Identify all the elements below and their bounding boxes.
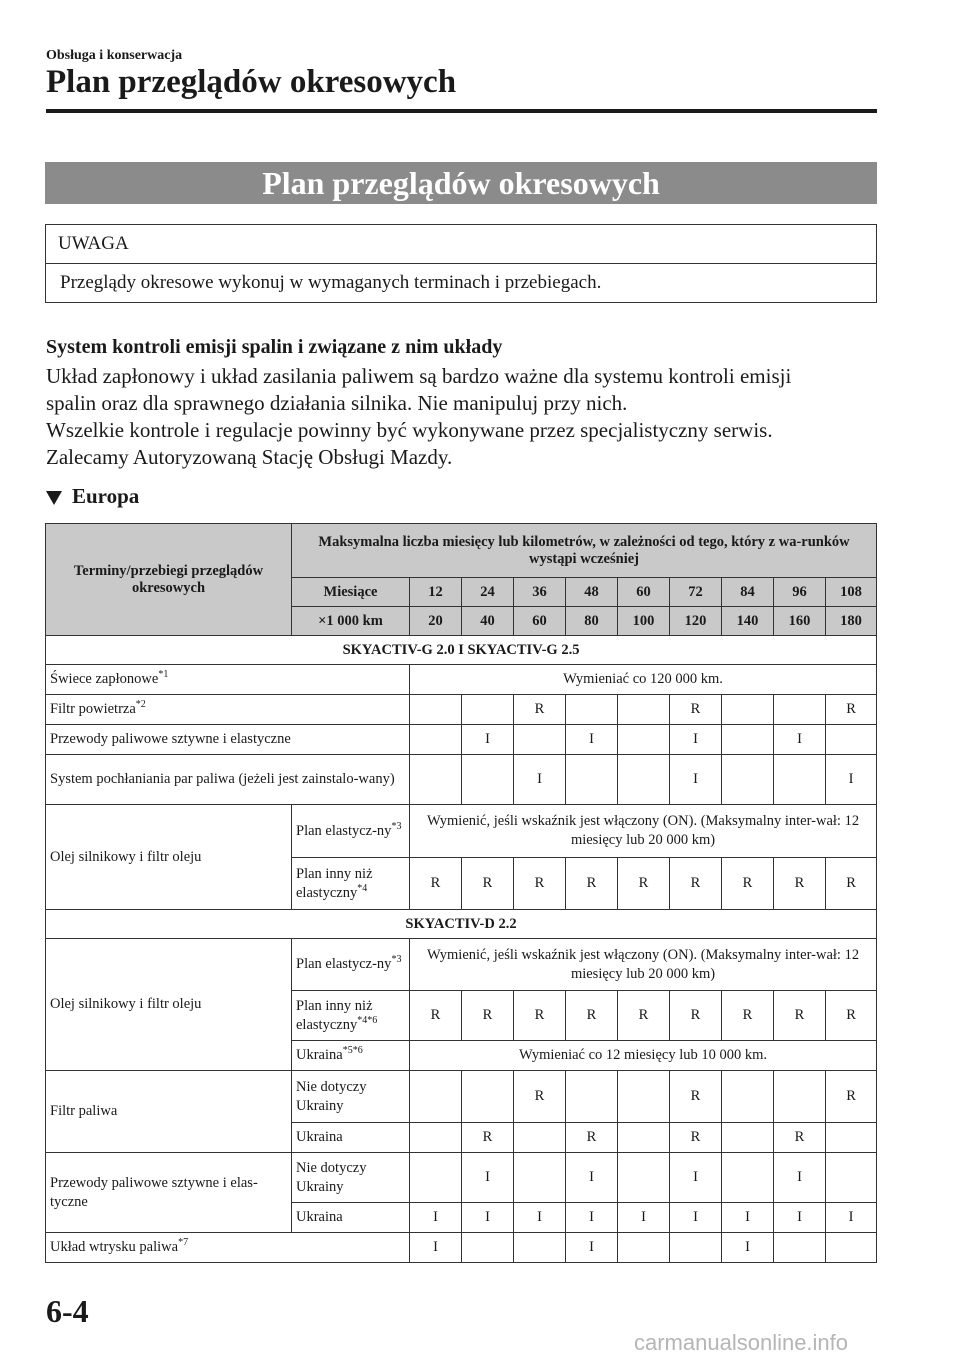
cell	[722, 755, 774, 805]
sub-label: Plan elastycz-$ny^{*3}$	[292, 939, 410, 991]
cell	[774, 1071, 826, 1123]
cell	[722, 1071, 774, 1123]
row-label: Układ wtrysku paliwa$^{*7}$	[46, 1233, 410, 1263]
month-cell: 12	[410, 578, 462, 607]
km-cell: 160	[774, 607, 826, 636]
cell	[462, 695, 514, 725]
cell	[410, 1123, 462, 1153]
row-label: Olej silnikowy i filtr oleju	[46, 939, 292, 1071]
cell: R	[462, 1123, 514, 1153]
note-box	[45, 224, 877, 303]
maintenance-schedule-table	[45, 523, 877, 1263]
month-cell: 36	[514, 578, 566, 607]
cell: R	[722, 858, 774, 910]
month-cell: 60	[618, 578, 670, 607]
month-cell: 24	[462, 578, 514, 607]
cell: I	[722, 1233, 774, 1263]
cell	[618, 755, 670, 805]
emission-line: Zalecamy Autoryzowaną Stację Obsługi Mazdy.	[46, 445, 453, 469]
cell: R	[514, 858, 566, 910]
table-row	[46, 755, 877, 805]
cell	[462, 755, 514, 805]
cell: R	[670, 1071, 722, 1123]
table-row	[46, 665, 877, 695]
cell: R	[618, 858, 670, 910]
cell	[826, 1153, 877, 1203]
table-row	[46, 695, 877, 725]
cell	[410, 1153, 462, 1203]
cell	[618, 1233, 670, 1263]
cell: R	[566, 991, 618, 1041]
cell: R	[670, 991, 722, 1041]
sub-label: Ukraina	[292, 1123, 410, 1153]
sub-label: Nie dotyczy Ukrainy	[292, 1153, 410, 1203]
km-cell: 100	[618, 607, 670, 636]
row-label: Świece zapłonowe$^{*1}$	[46, 665, 410, 695]
row-span-text: Wymieniać co 12 miesięcy lub 10 000 km.	[410, 1041, 877, 1071]
row-span-text: Wymienić, jeśli wskaźnik jest włączony (ON). (Maksymalny inter-wał: 12 miesięcy lub 20 000 km)	[410, 805, 877, 858]
cell	[618, 1071, 670, 1123]
row-label: Olej silnikowy i filtr oleju	[46, 805, 292, 910]
emission-paragraph	[46, 363, 876, 471]
group-label: SKYACTIV-D 2.2	[46, 910, 877, 939]
row-label: Przewody paliwowe sztywne i elastyczne	[46, 725, 410, 755]
row-label: Filtr paliwa	[46, 1071, 292, 1153]
row-span-text: Wymieniać co 120 000 km.	[410, 665, 877, 695]
cell: R	[566, 1123, 618, 1153]
group-row	[46, 636, 877, 665]
corner-header: Terminy/przebiegi przeglądów okresowych	[46, 524, 292, 636]
cell: I	[670, 755, 722, 805]
cell: R	[774, 1123, 826, 1153]
cell	[774, 695, 826, 725]
cell: R	[774, 858, 826, 910]
km-cell: 120	[670, 607, 722, 636]
cell	[826, 1123, 877, 1153]
emission-line: Układ zapłonowy i układ zasilania paliwem są bardzo ważne dla systemu kontroli emisji	[46, 364, 792, 388]
km-cell: 60	[514, 607, 566, 636]
cell: I	[462, 1153, 514, 1203]
cell	[566, 1071, 618, 1123]
cell: R	[566, 858, 618, 910]
emission-line: spalin oraz dla sprawnego działania silnika. Nie manipuluj przy nich.	[46, 391, 628, 415]
cell: I	[774, 725, 826, 755]
cell: R	[826, 1071, 877, 1123]
cell: I	[826, 1203, 877, 1233]
table-row	[46, 725, 877, 755]
cell: R	[826, 695, 877, 725]
region-label: Europa	[72, 484, 140, 508]
sub-label: Ukraina	[292, 1203, 410, 1233]
group-label: SKYACTIV-G 2.0 I SKYACTIV-G 2.5	[46, 636, 877, 665]
months-label: Miesiące	[292, 578, 410, 607]
cell	[462, 1233, 514, 1263]
cell	[722, 1123, 774, 1153]
cell	[618, 1123, 670, 1153]
cell	[722, 1153, 774, 1203]
km-cell: 20	[410, 607, 462, 636]
cell: R	[514, 991, 566, 1041]
watermark: carmanualsonline.info	[634, 1330, 849, 1355]
cell: R	[826, 991, 877, 1041]
cell: R	[462, 858, 514, 910]
note-text: Przeglądy okresowe wykonuj w wymaganych terminach i przebiegach.	[60, 272, 602, 293]
cell: I	[722, 1203, 774, 1233]
row-span-text: Wymienić, jeśli wskaźnik jest włączony (ON). (Maksymalny inter-wał: 12 miesięcy lub 20 000 km)	[410, 939, 877, 991]
cell: I	[566, 1203, 618, 1233]
km-cell: 180	[826, 607, 877, 636]
month-cell: 48	[566, 578, 618, 607]
section-label: Obsługa i konserwacja	[46, 48, 183, 63]
cell: I	[826, 755, 877, 805]
cell	[462, 1071, 514, 1123]
cell	[410, 695, 462, 725]
cell	[670, 1233, 722, 1263]
emission-line: Wszelkie kontrole i regulacje powinny być wykonywane przez specjalistyczny serwis.	[46, 418, 773, 442]
km-label: ×1 000 km	[292, 607, 410, 636]
row-label: Przewody paliwowe sztywne i elas-tyczne	[46, 1153, 292, 1233]
cell: R	[826, 858, 877, 910]
km-cell: 140	[722, 607, 774, 636]
cell: I	[462, 725, 514, 755]
cell: I	[462, 1203, 514, 1233]
cell: I	[670, 1153, 722, 1203]
cell: R	[410, 858, 462, 910]
page-number: 6-4	[46, 1293, 89, 1329]
cell: R	[514, 695, 566, 725]
region-heading	[46, 484, 139, 509]
group-row	[46, 910, 877, 939]
emission-heading: System kontroli emisji spalin i związane z nim układy	[46, 336, 503, 358]
table-row	[46, 805, 877, 858]
cell: R	[670, 695, 722, 725]
cell	[618, 725, 670, 755]
cell	[722, 695, 774, 725]
month-cell: 84	[722, 578, 774, 607]
cell	[514, 725, 566, 755]
cell: I	[566, 1233, 618, 1263]
cell	[566, 695, 618, 725]
cell: R	[670, 1123, 722, 1153]
month-cell: 108	[826, 578, 877, 607]
km-cell: 40	[462, 607, 514, 636]
cell	[410, 725, 462, 755]
cell: I	[514, 755, 566, 805]
cell: R	[618, 991, 670, 1041]
cell: R	[462, 991, 514, 1041]
cell: I	[514, 1203, 566, 1233]
cell	[826, 725, 877, 755]
row-label: Filtr powietrza$^{*2}$	[46, 695, 410, 725]
cell: R	[774, 991, 826, 1041]
sub-label: Nie dotyczy Ukrainy	[292, 1071, 410, 1123]
table-row	[46, 1071, 877, 1123]
sub-label: Plan inny niż elastyczny$^{*4}$	[292, 858, 410, 910]
cell: R	[722, 991, 774, 1041]
sub-label: Ukraina$^{*5*6}$	[292, 1041, 410, 1071]
month-cell: 96	[774, 578, 826, 607]
max-header: Maksymalna liczba miesięcy lub kilometrów, w zależności od tego, który z wa-runków wystąpi wcześniej	[292, 524, 877, 578]
cell	[774, 755, 826, 805]
table-row	[46, 1153, 877, 1203]
table-row	[46, 939, 877, 991]
cell	[566, 755, 618, 805]
sub-label: Plan inny niż elastyczny$^{*4*6}$	[292, 991, 410, 1041]
cell	[826, 1233, 877, 1263]
cell	[774, 1233, 826, 1263]
cell: R	[670, 858, 722, 910]
cell: R	[410, 991, 462, 1041]
cell: I	[774, 1203, 826, 1233]
section-banner: Plan przeglądów okresowych	[45, 162, 877, 204]
cell: I	[410, 1203, 462, 1233]
cell	[514, 1123, 566, 1153]
km-cell: 80	[566, 607, 618, 636]
triangle-down-icon	[46, 491, 62, 505]
cell	[514, 1233, 566, 1263]
cell: R	[514, 1071, 566, 1123]
row-label: System pochłaniania par paliwa (jeżeli jest zainstalo-wany)	[46, 755, 410, 805]
month-cell: 72	[670, 578, 722, 607]
cell	[410, 1071, 462, 1123]
cell: I	[566, 1153, 618, 1203]
sub-label: Plan elastycz-$ny^{*3}$	[292, 805, 410, 858]
cell	[514, 1153, 566, 1203]
cell: I	[566, 725, 618, 755]
cell: I	[618, 1203, 670, 1233]
cell: I	[670, 725, 722, 755]
cell	[618, 1153, 670, 1203]
cell: I	[410, 1233, 462, 1263]
cell	[722, 725, 774, 755]
title-rule	[46, 109, 877, 113]
table-row	[46, 1233, 877, 1263]
note-label: UWAGA	[46, 225, 876, 264]
cell: I	[670, 1203, 722, 1233]
cell: I	[774, 1153, 826, 1203]
cell	[410, 755, 462, 805]
table-header-row	[46, 524, 877, 578]
page-title: Plan przeglądów okresowych	[46, 64, 457, 100]
cell	[618, 695, 670, 725]
